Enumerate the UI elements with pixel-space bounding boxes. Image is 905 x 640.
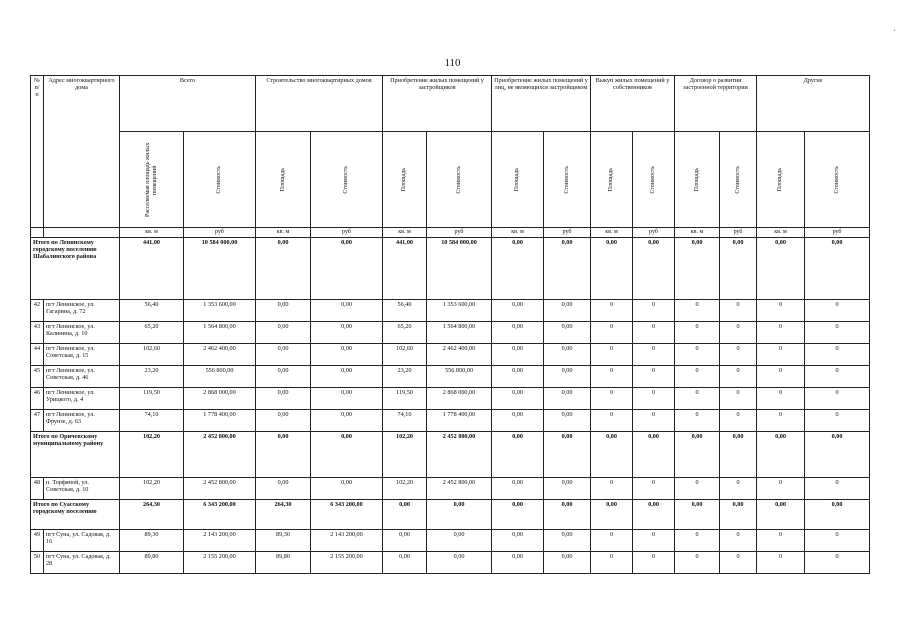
row-address: пгт Суна, ул. Садовая, д. 16 (44, 529, 120, 551)
row-address: пгт Ленинское, ул. Советская, д. 15 (44, 343, 120, 365)
value-cell: 0,00 (544, 551, 591, 573)
value-cell: 0 (591, 409, 633, 431)
unit-cell: кв. м (492, 228, 544, 238)
value-cell: 2 452 800,00 (427, 477, 492, 499)
value-cell: 0 (591, 343, 633, 365)
value-cell: 0,00 (492, 365, 544, 387)
col-subheader-label: Стоимость (563, 165, 570, 194)
col-subheader (720, 132, 757, 228)
value-cell: 0,00 (633, 237, 675, 299)
row-address: пгт Ленинское, ул. Советская, д. 46 (44, 365, 120, 387)
value-cell: 0,00 (492, 387, 544, 409)
value-cell: 0,00 (544, 499, 591, 529)
table-row (31, 365, 870, 387)
value-cell: 89,30 (256, 529, 311, 551)
value-cell: 119,50 (120, 387, 184, 409)
value-cell: 0,00 (544, 299, 591, 321)
value-cell: 0 (675, 409, 720, 431)
value-cell: 1 778 400,00 (184, 409, 256, 431)
value-cell: 2 452 800,00 (427, 431, 492, 477)
value-cell: 0 (591, 299, 633, 321)
col-subheader-label: Стоимость (833, 165, 840, 194)
value-cell: 0,00 (757, 431, 805, 477)
col-subheader-label: Расселяемая площадь жилых помещений (144, 142, 158, 217)
value-cell: 0,00 (544, 365, 591, 387)
value-cell: 0 (757, 551, 805, 573)
value-cell: 74,10 (383, 409, 427, 431)
value-cell: 0 (805, 299, 870, 321)
value-cell: 441,00 (383, 237, 427, 299)
value-cell: 264,30 (120, 499, 184, 529)
table-row (31, 409, 870, 431)
value-cell: 0 (720, 387, 757, 409)
value-cell: 0 (675, 387, 720, 409)
unit-cell: руб (544, 228, 591, 238)
value-cell: 0,00 (492, 409, 544, 431)
value-cell: 0 (805, 365, 870, 387)
value-cell: 102,60 (120, 343, 184, 365)
col-subheader (184, 132, 256, 228)
value-cell: 89,80 (256, 551, 311, 573)
value-cell: 0 (675, 365, 720, 387)
value-cell: 0,00 (256, 299, 311, 321)
col-subheader (591, 132, 633, 228)
row-number: 45 (31, 365, 44, 387)
value-cell: 2 155 200,00 (311, 551, 383, 573)
value-cell: 0 (720, 299, 757, 321)
value-cell: 65,20 (383, 321, 427, 343)
subtotal-label: Итого по Ленинскому городскому поселению Шабалинского района (31, 237, 120, 299)
value-cell: 0,00 (805, 499, 870, 529)
value-cell: 0 (633, 321, 675, 343)
col-subheader (120, 132, 184, 228)
value-cell: 0,00 (757, 499, 805, 529)
value-cell: 0 (720, 409, 757, 431)
value-cell: 0,00 (311, 431, 383, 477)
col-subheader-label: Площадь (514, 167, 521, 192)
value-cell: 0,00 (427, 551, 492, 573)
value-cell: 56,40 (120, 299, 184, 321)
value-cell: 0,00 (492, 343, 544, 365)
value-cell: 74,10 (120, 409, 184, 431)
value-cell: 0 (633, 365, 675, 387)
row-number: 46 (31, 387, 44, 409)
value-cell: 0 (720, 365, 757, 387)
value-cell: 0 (757, 387, 805, 409)
col-subheader (675, 132, 720, 228)
table-row (31, 387, 870, 409)
col-subheader (805, 132, 870, 228)
value-cell: 0 (591, 529, 633, 551)
value-cell: 23,20 (383, 365, 427, 387)
unit-blank-cell (44, 228, 120, 238)
value-cell: 2 143 200,00 (311, 529, 383, 551)
col-subheader-label: Стоимость (650, 165, 657, 194)
value-cell: 0,00 (633, 499, 675, 529)
value-cell: 2 868 000,00 (184, 387, 256, 409)
row-number: 49 (31, 529, 44, 551)
subtotal-row (31, 431, 870, 477)
col-subheader-label: Стоимость (734, 165, 741, 194)
unit-cell: руб (805, 228, 870, 238)
value-cell: 0 (720, 321, 757, 343)
page-number: 110 (444, 57, 461, 69)
unit-cell: кв. м (120, 228, 184, 238)
col-subheader-label: Площадь (608, 167, 615, 192)
subtotal-label: Итого по Суасскому городскому поселению (31, 499, 120, 529)
value-cell: 0,00 (492, 499, 544, 529)
value-cell: 1 564 800,00 (427, 321, 492, 343)
value-cell: 0 (720, 477, 757, 499)
value-cell: 0,00 (256, 365, 311, 387)
value-cell: 0,00 (256, 387, 311, 409)
table-row (31, 299, 870, 321)
value-cell: 0,00 (492, 237, 544, 299)
row-number: 47 (31, 409, 44, 431)
value-cell: 0 (675, 321, 720, 343)
value-cell: 23,20 (120, 365, 184, 387)
value-cell: 0,00 (544, 529, 591, 551)
col-subheader (633, 132, 675, 228)
value-cell: 102,20 (120, 477, 184, 499)
value-cell: 1 353 600,00 (427, 299, 492, 321)
value-cell: 102,20 (120, 431, 184, 477)
value-cell: 0 (757, 365, 805, 387)
value-cell: 0,00 (544, 387, 591, 409)
value-cell: 0 (805, 529, 870, 551)
value-cell: 0,00 (675, 237, 720, 299)
value-cell: 0,00 (720, 431, 757, 477)
value-cell: 0 (805, 343, 870, 365)
value-cell: 0,00 (427, 529, 492, 551)
row-address: пгт Суна, ул. Садовая, д. 28 (44, 551, 120, 573)
value-cell: 0 (591, 321, 633, 343)
value-cell: 0,00 (544, 477, 591, 499)
unit-cell: руб (427, 228, 492, 238)
col-group-total: Всего (120, 76, 256, 132)
value-cell: 0 (591, 387, 633, 409)
col-header-address: Адрес многоквартирного дома (44, 76, 120, 228)
value-cell: 2 155 200,00 (184, 551, 256, 573)
row-number: 44 (31, 343, 44, 365)
value-cell: 0,00 (720, 237, 757, 299)
value-cell: 1 778 400,00 (427, 409, 492, 431)
value-cell: 0,00 (633, 431, 675, 477)
value-cell: 102,20 (383, 431, 427, 477)
value-cell: 0 (591, 477, 633, 499)
unit-cell: кв. м (256, 228, 311, 238)
value-cell: 0,00 (383, 551, 427, 573)
value-cell: 1 353 600,00 (184, 299, 256, 321)
value-cell: 10 584 000,00 (184, 237, 256, 299)
row-address: пгт Ленинское, ул. Калинина, д. 10 (44, 321, 120, 343)
unit-cell: кв. м (591, 228, 633, 238)
value-cell: 0,00 (591, 431, 633, 477)
value-cell: 0,00 (544, 431, 591, 477)
value-cell: 0,00 (311, 299, 383, 321)
row-address: пгт Ленинское, ул. Урицкого, д. 4 (44, 387, 120, 409)
value-cell: 0,00 (492, 529, 544, 551)
unit-cell: кв. м (675, 228, 720, 238)
col-group-developer-purchase: Приобретение жилых помещений у застройщиков (383, 76, 492, 132)
col-group-buyout: Выкуп жилых помещений у собственников (591, 76, 675, 132)
value-cell: 0 (757, 321, 805, 343)
value-cell: 89,80 (120, 551, 184, 573)
value-cell: 0 (805, 387, 870, 409)
row-address: пгт Ленинское, ул. Гагарина, д. 72 (44, 299, 120, 321)
value-cell: 0,00 (311, 321, 383, 343)
value-cell: 0,00 (311, 365, 383, 387)
value-cell: 0,00 (675, 431, 720, 477)
value-cell: 0 (757, 529, 805, 551)
col-subheader-label: Стоимость (216, 165, 223, 194)
col-subheader (757, 132, 805, 228)
col-subheader (256, 132, 311, 228)
col-subheader-label: Площадь (401, 167, 408, 192)
subtotal-label: Итого по Оричевскому муниципальному району (31, 431, 120, 477)
value-cell: 0 (675, 477, 720, 499)
value-cell: 0,00 (544, 321, 591, 343)
value-cell: 0,00 (383, 529, 427, 551)
value-cell: 0 (805, 551, 870, 573)
value-cell: 0,00 (591, 499, 633, 529)
value-cell: 0,00 (805, 237, 870, 299)
value-cell: 441,00 (120, 237, 184, 299)
value-cell: 0,00 (675, 499, 720, 529)
value-cell: 0 (633, 477, 675, 499)
value-cell: 0 (675, 551, 720, 573)
unit-cell: руб (633, 228, 675, 238)
col-subheader-label: Площадь (777, 167, 784, 192)
value-cell: 2 452 800,00 (184, 477, 256, 499)
value-cell: 0,00 (720, 499, 757, 529)
value-cell: 0 (591, 365, 633, 387)
value-cell: 0,00 (383, 499, 427, 529)
row-number: 43 (31, 321, 44, 343)
col-subheader-label: Стоимость (343, 165, 350, 194)
value-cell: 0 (633, 299, 675, 321)
value-cell: 0 (675, 529, 720, 551)
unit-cell: кв. м (757, 228, 805, 238)
col-group-construction: Строительство многоквартирных домов (256, 76, 383, 132)
unit-cell: кв. м (383, 228, 427, 238)
value-cell: 0 (805, 409, 870, 431)
value-cell: 0 (720, 343, 757, 365)
row-number: 50 (31, 551, 44, 573)
subtotal-row (31, 237, 870, 299)
value-cell: 0,00 (492, 431, 544, 477)
col-subheader (544, 132, 591, 228)
value-cell: 0 (757, 299, 805, 321)
table-row (31, 477, 870, 499)
value-cell: 0,00 (805, 431, 870, 477)
col-header-no: № п/п (31, 76, 44, 228)
value-cell: 0,00 (311, 477, 383, 499)
value-cell: 0 (675, 299, 720, 321)
col-group-development-agreement: Договор о развитии застроенной территории (675, 76, 757, 132)
value-cell: 0 (633, 529, 675, 551)
value-cell: 56,40 (383, 299, 427, 321)
value-cell: 0,00 (544, 409, 591, 431)
col-group-other: Другие (757, 76, 870, 132)
table-row (31, 551, 870, 573)
value-cell: 0 (633, 343, 675, 365)
unit-cell: руб (184, 228, 256, 238)
row-number: 42 (31, 299, 44, 321)
value-cell: 6 343 200,00 (184, 499, 256, 529)
value-cell: 2 462 400,00 (427, 343, 492, 365)
value-cell: 0 (591, 551, 633, 573)
value-cell: 0,00 (544, 343, 591, 365)
corner-mark: ` (893, 28, 896, 38)
value-cell: 0,00 (256, 321, 311, 343)
resettlement-table (30, 75, 870, 574)
col-subheader (383, 132, 427, 228)
table-row (31, 343, 870, 365)
value-cell: 0,00 (311, 343, 383, 365)
value-cell: 0 (633, 409, 675, 431)
value-cell: 2 452 800,00 (184, 431, 256, 477)
subtotal-row (31, 499, 870, 529)
table-row (31, 321, 870, 343)
col-group-nondeveloper-purchase: Приобретение жилых помещений у лиц, не являющихся застройщиком (492, 76, 591, 132)
value-cell: 0,00 (492, 321, 544, 343)
value-cell: 0 (805, 477, 870, 499)
value-cell: 1 564 800,00 (184, 321, 256, 343)
col-subheader (311, 132, 383, 228)
row-address: пгт Ленинское, ул. Фрунзе, д. 63 (44, 409, 120, 431)
value-cell: 0,00 (311, 237, 383, 299)
row-number: 48 (31, 477, 44, 499)
value-cell: 102,20 (383, 477, 427, 499)
row-address: п. Торфяной, ул. Советская, д. 10 (44, 477, 120, 499)
value-cell: 0,00 (256, 409, 311, 431)
value-cell: 6 343 200,00 (311, 499, 383, 529)
value-cell: 0,00 (492, 299, 544, 321)
value-cell: 10 584 000,00 (427, 237, 492, 299)
value-cell: 0 (805, 321, 870, 343)
value-cell: 2 143 200,00 (184, 529, 256, 551)
value-cell: 0,00 (311, 387, 383, 409)
value-cell: 0,00 (256, 431, 311, 477)
value-cell: 102,60 (383, 343, 427, 365)
unit-cell: руб (311, 228, 383, 238)
value-cell: 556 800,00 (427, 365, 492, 387)
col-subheader (492, 132, 544, 228)
unit-blank-cell (31, 228, 44, 238)
value-cell: 0 (633, 387, 675, 409)
value-cell: 0,00 (591, 237, 633, 299)
col-subheader-label: Площадь (279, 167, 286, 192)
value-cell: 0,00 (544, 237, 591, 299)
value-cell: 264,30 (256, 499, 311, 529)
value-cell: 0 (633, 551, 675, 573)
value-cell: 0 (757, 409, 805, 431)
value-cell: 0,00 (256, 343, 311, 365)
value-cell: 0,00 (757, 237, 805, 299)
table-row (31, 529, 870, 551)
value-cell: 0 (720, 551, 757, 573)
value-cell: 65,20 (120, 321, 184, 343)
value-cell: 119,50 (383, 387, 427, 409)
col-subheader-label: Площадь (693, 167, 700, 192)
value-cell: 89,30 (120, 529, 184, 551)
col-subheader (427, 132, 492, 228)
value-cell: 0 (675, 343, 720, 365)
value-cell: 0,00 (492, 551, 544, 573)
value-cell: 0,00 (256, 237, 311, 299)
value-cell: 2 462 400,00 (184, 343, 256, 365)
value-cell: 0,00 (492, 477, 544, 499)
col-subheader-label: Стоимость (455, 165, 462, 194)
value-cell: 0 (720, 529, 757, 551)
value-cell: 0,00 (311, 409, 383, 431)
value-cell: 2 868 000,00 (427, 387, 492, 409)
value-cell: 0 (757, 477, 805, 499)
value-cell: 0,00 (256, 477, 311, 499)
value-cell: 0 (757, 343, 805, 365)
value-cell: 0,00 (427, 499, 492, 529)
value-cell: 556 800,00 (184, 365, 256, 387)
unit-cell: руб (720, 228, 757, 238)
